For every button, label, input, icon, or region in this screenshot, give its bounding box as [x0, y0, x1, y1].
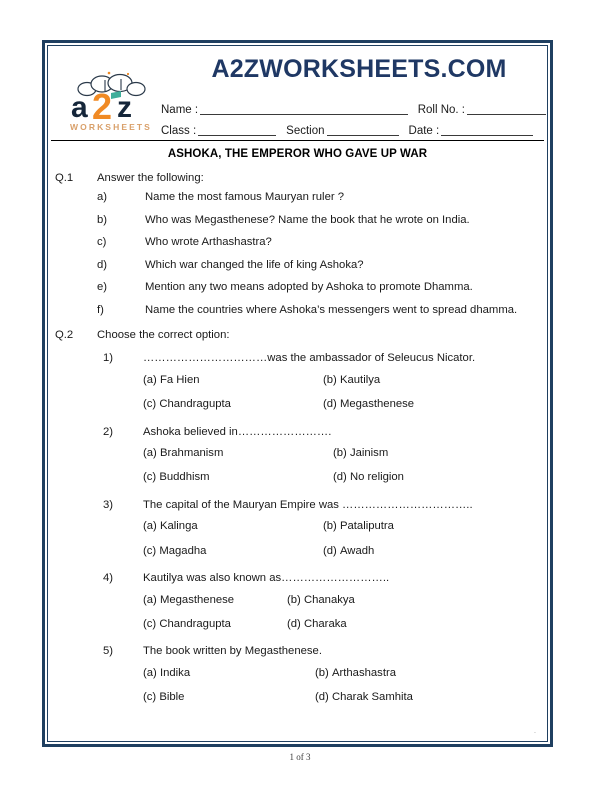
mcq-3-option-a-text: Kalinga	[159, 520, 198, 533]
mcq-2-stem-row	[55, 422, 536, 441]
mcq-5-option-a-label: (a)	[143, 666, 157, 679]
mcq-4-option-c-text: Chandragupta	[159, 618, 231, 631]
mcq-3-option-c-text: Magadha	[159, 544, 207, 557]
worksheet-title: ASHOKA, THE EMPEROR WHO GAVE UP WAR	[167, 148, 428, 160]
mcq-3-stem-row	[55, 495, 536, 514]
mcq-3-option-b-text: Pataliputra	[339, 520, 394, 533]
brand-title: A2ZWORKSHEETS.COM	[211, 55, 507, 83]
mcq-5-text: The book written by Megasthenese.	[143, 645, 322, 658]
mcq-1-option-a[interactable]	[143, 374, 323, 386]
mcq-5-options-row-2	[55, 685, 536, 709]
item-text-f: Name the countries where Ashoka’s messengers went to spread dhamma.	[145, 303, 518, 316]
mcq-2-option-c[interactable]	[143, 471, 333, 483]
mcq-5-stem-row	[55, 641, 536, 660]
question-1-item-d	[55, 254, 536, 276]
mcq-5-option-d-text: Charak Samhita	[331, 691, 413, 704]
mcq-4-option-b-text: Chanakya	[303, 593, 355, 606]
mcq-4-option-a[interactable]	[143, 594, 287, 606]
mcq-item-4	[55, 563, 536, 636]
mcq-4-option-a-text: Megasthenese	[159, 593, 235, 606]
mcq-2-option-c-text: Buddhism	[159, 471, 210, 484]
mcq-1-option-a-label: (a)	[143, 373, 157, 386]
mcq-2-option-d-label: (d)	[333, 471, 347, 484]
mcq-4-option-b-label: (b)	[287, 593, 301, 606]
question-2-number: Q.2	[55, 328, 74, 341]
mcq-1-number: 1)	[103, 352, 114, 365]
logo-artwork	[65, 69, 161, 135]
mcq-3-option-a[interactable]	[143, 520, 323, 532]
mcq-5-number: 5)	[103, 645, 114, 658]
question-block-2	[55, 325, 536, 710]
item-label-f: f)	[97, 303, 104, 316]
worksheet-masthead	[49, 47, 546, 139]
mcq-1-options-row-2	[55, 392, 536, 416]
mcq-1-option-b[interactable]	[323, 374, 380, 386]
question-1-item-c	[55, 231, 536, 253]
section-label: Section	[286, 125, 325, 137]
mcq-1-option-d-label: (d)	[323, 398, 337, 411]
mcq-5-option-b[interactable]	[315, 667, 396, 679]
mcq-5-options-row-1	[55, 661, 536, 685]
question-1-number: Q.1	[55, 172, 74, 184]
svg-text:a: a	[71, 91, 88, 124]
name-input[interactable]	[200, 103, 408, 115]
date-label: Date :	[408, 125, 440, 137]
mcq-3-option-c-label: (c)	[143, 544, 157, 557]
mcq-5-option-a[interactable]	[143, 667, 315, 679]
field-row-name	[161, 95, 546, 116]
mcq-5-option-c-label: (c)	[143, 691, 157, 704]
mcq-3-option-c[interactable]	[143, 545, 323, 557]
mcq-4-option-a-label: (a)	[143, 593, 157, 606]
worksheet-page-body	[49, 47, 546, 740]
mcq-2-option-a-text: Brahmanism	[159, 447, 224, 460]
mcq-3-option-d[interactable]	[323, 545, 374, 557]
item-text-c: Who wrote Arthashastra?	[145, 236, 272, 249]
mcq-1-option-c-text: Chandragupta	[159, 398, 231, 411]
field-row-class	[161, 116, 546, 137]
mcq-3-option-b-label: (b)	[323, 520, 337, 533]
item-label-c: c)	[97, 236, 107, 249]
mcq-4-stem-row	[55, 568, 536, 587]
mcq-4-option-d[interactable]	[287, 618, 347, 630]
mcq-4-option-b[interactable]	[287, 594, 355, 606]
mcq-5-option-c[interactable]	[143, 691, 315, 703]
item-label-e: e)	[97, 281, 108, 294]
mcq-4-option-d-text: Charaka	[303, 618, 347, 631]
mcq-3-option-a-label: (a)	[143, 520, 157, 533]
mcq-2-option-a-label: (a)	[143, 447, 157, 460]
item-label-d: d)	[97, 258, 108, 271]
question-1-stem: Answer the following:	[97, 172, 204, 184]
roll-no-input[interactable]	[467, 103, 546, 115]
mcq-2-option-b-text: Jainism	[349, 447, 389, 460]
date-input[interactable]	[441, 124, 533, 136]
student-info-fields	[161, 95, 546, 137]
mcq-3-option-d-label: (d)	[323, 544, 337, 557]
question-block-1	[55, 168, 536, 321]
mcq-item-1	[55, 343, 536, 416]
item-text-d: Which war changed the life of king Ashoka?	[145, 258, 364, 271]
item-text-b: Who was Megasthenese? Name the book that he wrote on India.	[145, 213, 470, 226]
svg-text:WORKSHEETS: WORKSHEETS	[70, 122, 152, 132]
question-1-item-b	[55, 209, 536, 231]
mcq-4-options-row-2	[55, 612, 536, 636]
page-indicator: 1 of 3	[289, 752, 311, 762]
mcq-2-options-row-1	[55, 441, 536, 465]
question-2-heading	[55, 325, 536, 343]
mcq-1-option-c[interactable]	[143, 398, 323, 410]
item-label-b: b)	[97, 213, 108, 226]
question-2-stem: Choose the correct option:	[97, 328, 230, 341]
mcq-2-text: Ashoka believed in…………………….	[143, 425, 332, 438]
svg-text:z: z	[117, 91, 132, 124]
section-input[interactable]	[327, 124, 399, 136]
item-text-e: Mention any two means adopted by Ashoka to promote Dhamma.	[145, 281, 473, 294]
mcq-1-options-row-1	[55, 368, 536, 392]
mcq-1-text: ……………………………was the ambassador of Seleucus Nicator.	[143, 352, 476, 365]
mcq-3-options-row-2	[55, 539, 536, 563]
mcq-1-option-c-label: (c)	[143, 398, 157, 411]
mcq-4-text: Kautilya was also known as………………………..	[143, 572, 390, 585]
mcq-2-option-b-label: (b)	[333, 447, 347, 460]
item-text-a: Name the most famous Mauryan ruler ?	[145, 191, 345, 204]
mcq-1-option-d[interactable]	[323, 398, 414, 410]
mcq-2-number: 2)	[103, 425, 114, 438]
mcq-2-option-c-label: (c)	[143, 471, 157, 484]
mcq-4-option-c-label: (c)	[143, 618, 157, 631]
mcq-4-options-row-1	[55, 588, 536, 612]
mcq-2-option-a[interactable]	[143, 447, 333, 459]
mcq-1-option-d-text: Megasthenese	[339, 398, 415, 411]
mcq-1-option-b-text: Kautilya	[339, 373, 381, 386]
mcq-2-option-d-text: No religion	[349, 471, 404, 484]
question-1-item-a	[55, 186, 536, 208]
mcq-3-option-b[interactable]	[323, 520, 394, 532]
mcq-item-3	[55, 490, 536, 563]
question-1-heading	[55, 168, 536, 186]
mcq-5-option-b-text: Arthashastra	[331, 666, 397, 679]
mcq-3-number: 3)	[103, 498, 114, 511]
class-input[interactable]	[198, 124, 276, 136]
svg-text:2: 2	[92, 86, 113, 127]
mcq-5-option-d-label: (d)	[315, 691, 329, 704]
a2z-worksheets-logo	[65, 69, 161, 135]
mcq-5-option-d[interactable]	[315, 691, 413, 703]
mcq-1-stem-row	[55, 348, 536, 367]
mcq-item-5	[55, 636, 536, 709]
mcq-4-option-d-label: (d)	[287, 618, 301, 631]
mcq-5-option-c-text: Bible	[159, 691, 185, 704]
mcq-3-text: The capital of the Mauryan Empire was ……………………………..	[143, 498, 473, 511]
mcq-item-2	[55, 417, 536, 490]
roll-no-label: Roll No. :	[417, 104, 465, 116]
question-1-item-e	[55, 276, 536, 298]
mcq-2-option-d[interactable]	[333, 471, 404, 483]
mcq-2-options-row-2	[55, 465, 536, 489]
mcq-5-option-a-text: Indika	[159, 666, 191, 679]
mcq-3-option-d-text: Awadh	[339, 544, 375, 557]
name-label: Name :	[161, 104, 199, 116]
mcq-4-number: 4)	[103, 572, 114, 585]
mcq-5-option-b-label: (b)	[315, 666, 329, 679]
mcq-1-option-b-label: (b)	[323, 373, 337, 386]
question-1-item-f	[55, 299, 536, 321]
stray-mark: .	[534, 728, 536, 735]
mcq-2-option-b[interactable]	[333, 447, 388, 459]
item-label-a: a)	[97, 191, 108, 204]
worksheet-content	[49, 162, 546, 710]
class-label: Class :	[161, 125, 197, 137]
worksheet-page-frame	[42, 40, 553, 747]
mcq-4-option-c[interactable]	[143, 618, 287, 630]
mcq-1-option-a-text: Fa Hien	[159, 373, 200, 386]
mcq-3-options-row-1	[55, 514, 536, 538]
